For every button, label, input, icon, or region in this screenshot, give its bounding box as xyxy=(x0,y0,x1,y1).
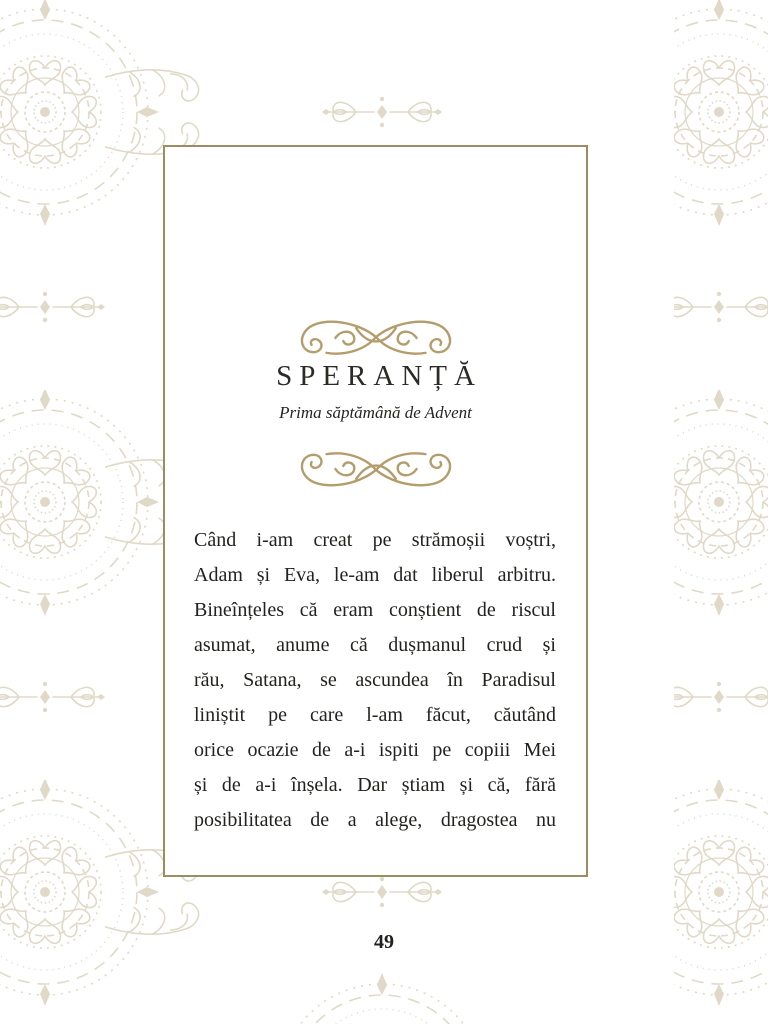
chapter-title: SPERANȚĂ xyxy=(276,360,482,392)
body-text-line: posibilitatea de a alege, dragostea nu xyxy=(194,809,556,831)
flourish-divider-top-icon xyxy=(272,317,480,363)
body-text-line: Adam și Eva, le-am dat liberul arbitru. xyxy=(194,564,556,586)
body-text-line: orice ocazie de a-i ispiti pe copiii Mei xyxy=(194,739,556,761)
page-number: 49 xyxy=(374,931,394,953)
body-text-line: și de a-i înșela. Dar știam și că, fără xyxy=(194,774,556,796)
body-text-line: Bineînțeles că eram conștient de riscul xyxy=(194,599,556,621)
body-text-line: liniștit pe care l-am făcut, căutând xyxy=(194,704,556,726)
body-text-line: asumat, anume că dușmanul crud și xyxy=(194,634,556,656)
body-paragraph xyxy=(194,523,556,838)
body-text-line: Când i-am creat pe strămoșii voștri, xyxy=(194,529,556,551)
content-frame xyxy=(163,145,588,877)
chapter-subtitle: Prima săptămână de Advent xyxy=(279,403,472,422)
flourish-divider-bottom-icon xyxy=(272,444,480,490)
body-text-line: rău, Satana, se ascundea în Paradisul xyxy=(194,669,556,691)
